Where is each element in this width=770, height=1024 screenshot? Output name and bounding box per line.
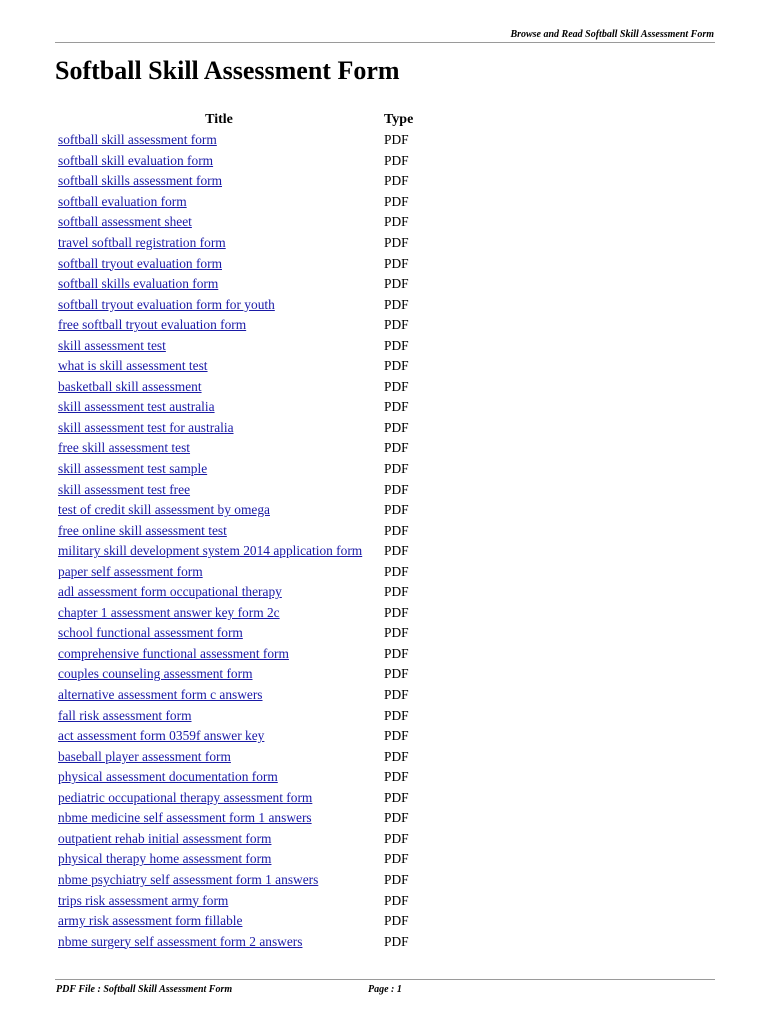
type-cell: PDF xyxy=(384,522,409,538)
table-row xyxy=(56,705,436,726)
result-link[interactable]: test of credit skill assessment by omega xyxy=(58,502,270,518)
table-row xyxy=(56,931,436,952)
title-cell xyxy=(56,767,382,788)
result-link[interactable]: skill assessment test xyxy=(58,337,166,353)
type-cell: PDF xyxy=(384,810,409,826)
result-link[interactable]: softball tryout evaluation form for youth xyxy=(58,296,275,312)
title-cell xyxy=(56,705,382,726)
title-cell xyxy=(56,582,382,603)
type-cell: PDF xyxy=(384,358,409,374)
table-row xyxy=(56,397,436,418)
table-row xyxy=(56,582,436,603)
type-cell: PDF xyxy=(384,296,409,312)
result-link[interactable]: nbme medicine self assessment form 1 answers xyxy=(58,810,312,826)
type-cell: PDF xyxy=(384,913,409,929)
type-cell: PDF xyxy=(384,235,409,250)
type-cell: PDF xyxy=(384,666,409,682)
title-cell xyxy=(56,603,382,624)
type-cell: PDF xyxy=(384,871,409,887)
title-cell xyxy=(56,377,382,398)
result-link[interactable]: physical therapy home assessment form xyxy=(58,851,272,867)
result-link[interactable]: softball skills evaluation form xyxy=(58,276,219,292)
title-cell xyxy=(56,561,382,582)
title-cell xyxy=(56,849,382,870)
table-row xyxy=(56,644,436,665)
title-cell xyxy=(56,911,382,932)
result-link[interactable]: couples counseling assessment form xyxy=(58,666,253,682)
type-cell: PDF xyxy=(384,173,409,189)
title-cell xyxy=(56,623,382,644)
type-cell: PDF xyxy=(384,132,409,148)
footer-divider xyxy=(55,979,715,980)
type-cell: PDF xyxy=(384,687,409,703)
result-link[interactable]: comprehensive functional assessment form xyxy=(58,645,289,661)
table-row xyxy=(56,356,436,377)
type-cell: PDF xyxy=(384,789,409,805)
table-row xyxy=(56,151,436,172)
result-link[interactable]: softball evaluation form xyxy=(58,193,187,209)
type-cell: PDF xyxy=(384,214,409,230)
type-cell: PDF xyxy=(384,830,409,846)
table-row xyxy=(56,233,436,254)
title-cell xyxy=(56,746,382,767)
title-cell xyxy=(56,520,382,541)
result-link[interactable]: what is skill assessment test xyxy=(58,358,208,374)
table-row xyxy=(56,500,436,521)
type-cell: PDF xyxy=(384,933,409,949)
table-row xyxy=(56,603,436,624)
table-row xyxy=(56,623,436,644)
header-divider xyxy=(55,42,715,43)
table-row xyxy=(56,294,436,315)
title-cell xyxy=(56,274,382,295)
title-cell xyxy=(56,192,382,213)
table-row xyxy=(56,377,436,398)
result-link[interactable]: pediatric occupational therapy assessment form xyxy=(58,789,313,805)
table-row xyxy=(56,335,436,356)
type-cell: PDF xyxy=(384,399,409,415)
table-row xyxy=(56,561,436,582)
table-row xyxy=(56,911,436,932)
table-row xyxy=(56,664,436,685)
title-cell xyxy=(56,890,382,911)
title-cell xyxy=(56,151,382,172)
title-cell xyxy=(56,253,382,274)
result-link[interactable]: softball skills assessment form xyxy=(58,173,223,189)
result-link[interactable]: free skill assessment test xyxy=(58,440,191,456)
result-link[interactable]: trips risk assessment army form xyxy=(58,892,229,908)
table-row xyxy=(56,438,436,459)
type-cell: PDF xyxy=(384,563,409,579)
type-cell: PDF xyxy=(384,255,409,271)
title-cell xyxy=(56,685,382,706)
type-cell: PDF xyxy=(384,440,409,456)
type-cell: PDF xyxy=(384,502,409,518)
type-cell: PDF xyxy=(384,769,409,785)
title-cell xyxy=(56,212,382,233)
results-table xyxy=(56,110,436,952)
type-cell: PDF xyxy=(384,748,409,764)
table-header-row xyxy=(56,110,436,130)
type-cell: PDF xyxy=(384,707,409,723)
type-cell: PDF xyxy=(384,645,409,661)
result-link[interactable]: skill assessment test sample xyxy=(58,461,208,477)
table-row xyxy=(56,212,436,233)
column-header-type: Type xyxy=(384,112,414,127)
type-cell: PDF xyxy=(384,419,409,435)
table-row xyxy=(56,459,436,480)
running-header: Browse and Read Softball Skill Assessment Form xyxy=(510,29,714,40)
document-title: Softball Skill Assessment Form xyxy=(55,56,400,85)
type-cell: PDF xyxy=(384,337,409,353)
result-link[interactable]: baseball player assessment form xyxy=(58,748,231,764)
table-body xyxy=(56,130,436,952)
result-link[interactable]: free online skill assessment test xyxy=(58,522,227,538)
type-cell: PDF xyxy=(384,892,409,908)
table-row xyxy=(56,520,436,541)
result-link[interactable]: act assessment form 0359f answer key xyxy=(58,728,265,744)
result-link[interactable]: basketball skill assessment xyxy=(58,378,202,394)
title-cell xyxy=(56,541,382,562)
title-cell xyxy=(56,130,382,151)
title-cell xyxy=(56,808,382,829)
table-row xyxy=(56,870,436,891)
title-cell xyxy=(56,233,382,254)
table-row xyxy=(56,890,436,911)
result-link[interactable]: softball tryout evaluation form xyxy=(58,255,222,271)
table-row xyxy=(56,253,436,274)
table-row xyxy=(56,746,436,767)
title-cell xyxy=(56,479,382,500)
type-cell: PDF xyxy=(384,728,409,744)
title-cell xyxy=(56,644,382,665)
footer-file-label: PDF File : Softball Skill Assessment Form xyxy=(56,984,233,995)
table-row xyxy=(56,130,436,151)
type-cell: PDF xyxy=(384,276,409,292)
footer-page-label: Page : 1 xyxy=(368,984,402,995)
title-cell xyxy=(56,459,382,480)
table-row xyxy=(56,274,436,295)
table-row xyxy=(56,315,436,336)
result-link[interactable]: adl assessment form occupational therapy xyxy=(58,584,282,600)
result-link[interactable]: physical assessment documentation form xyxy=(58,769,278,785)
type-cell: PDF xyxy=(384,625,409,641)
result-link[interactable]: skill assessment test free xyxy=(58,481,191,497)
result-link[interactable]: travel softball registration form xyxy=(58,235,226,250)
result-link[interactable]: nbme psychiatry self assessment form 1 answers xyxy=(58,871,319,887)
type-cell: PDF xyxy=(384,584,409,600)
type-cell: PDF xyxy=(384,481,409,497)
type-cell: PDF xyxy=(384,193,409,209)
title-cell xyxy=(56,171,382,192)
column-header-title: Title xyxy=(205,112,233,127)
title-cell xyxy=(56,726,382,747)
table-row xyxy=(56,479,436,500)
title-cell xyxy=(56,829,382,850)
type-cell: PDF xyxy=(384,317,409,333)
result-link[interactable]: paper self assessment form xyxy=(58,563,203,579)
title-cell xyxy=(56,356,382,377)
type-cell: PDF xyxy=(384,851,409,867)
table-row xyxy=(56,685,436,706)
title-cell xyxy=(56,335,382,356)
title-cell xyxy=(56,397,382,418)
type-cell: PDF xyxy=(384,152,409,168)
type-cell: PDF xyxy=(384,378,409,394)
result-link[interactable]: softball skill evaluation form xyxy=(58,152,214,168)
table-row xyxy=(56,767,436,788)
result-link[interactable]: skill assessment test for australia xyxy=(58,419,234,435)
title-cell xyxy=(56,500,382,521)
table-row xyxy=(56,171,436,192)
table-row xyxy=(56,849,436,870)
title-cell xyxy=(56,294,382,315)
title-cell xyxy=(56,788,382,809)
title-cell xyxy=(56,438,382,459)
title-cell xyxy=(56,418,382,439)
result-link[interactable]: fall risk assessment form xyxy=(58,707,192,723)
table-row xyxy=(56,192,436,213)
type-cell: PDF xyxy=(384,604,409,620)
table-row xyxy=(56,418,436,439)
title-cell xyxy=(56,870,382,891)
result-link[interactable]: free softball tryout evaluation form xyxy=(58,317,247,333)
result-link[interactable]: softball skill assessment form xyxy=(58,132,217,148)
table-row xyxy=(56,726,436,747)
result-link[interactable]: school functional assessment form xyxy=(58,625,243,641)
result-link[interactable]: army risk assessment form fillable xyxy=(58,913,243,929)
table-row xyxy=(56,788,436,809)
title-cell xyxy=(56,664,382,685)
title-cell xyxy=(56,315,382,336)
result-link[interactable]: outpatient rehab initial assessment form xyxy=(58,830,272,846)
result-link[interactable]: nbme surgery self assessment form 2 answers xyxy=(58,933,303,949)
table-row xyxy=(56,541,436,562)
result-link[interactable]: chapter 1 assessment answer key form 2c xyxy=(58,604,280,620)
type-cell: PDF xyxy=(384,543,409,559)
table-row xyxy=(56,808,436,829)
result-link[interactable]: military skill development system 2014 application form xyxy=(58,543,363,559)
type-cell: PDF xyxy=(384,461,409,477)
result-link[interactable]: softball assessment sheet xyxy=(58,214,192,230)
table-row xyxy=(56,829,436,850)
result-link[interactable]: alternative assessment form c answers xyxy=(58,687,263,703)
title-cell xyxy=(56,931,382,952)
result-link[interactable]: skill assessment test australia xyxy=(58,399,215,415)
